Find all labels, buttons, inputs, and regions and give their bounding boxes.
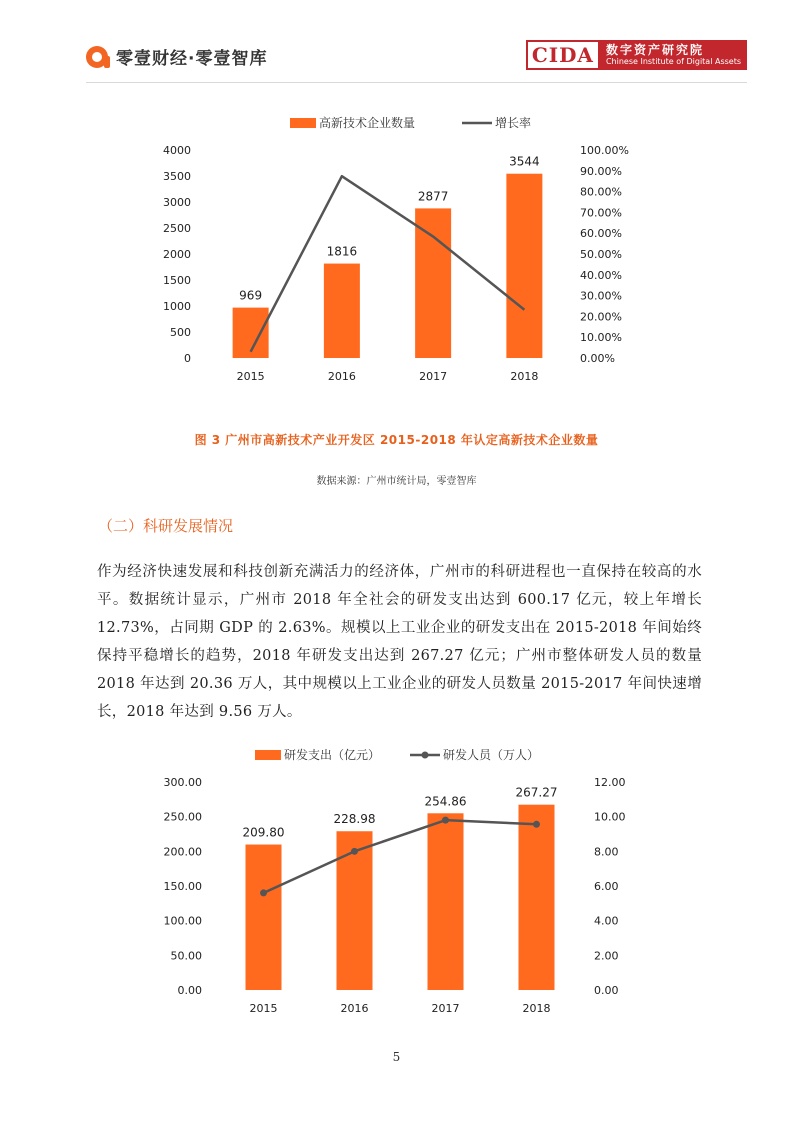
- figure-3-caption: 图 3 广州市高新技术产业开发区 2015-2018 年认定高新技术企业数量: [194, 433, 599, 447]
- bar: [519, 805, 555, 990]
- left-axis-tick: 3500: [163, 170, 191, 183]
- left-axis-tick: 50.00: [170, 949, 202, 963]
- bar-data-label: 3544: [509, 154, 540, 169]
- right-axis-tick: 10.00: [594, 810, 626, 824]
- legend-bar-label: 研发支出（亿元）: [284, 748, 381, 762]
- legend-bar-swatch: [255, 750, 281, 760]
- left-axis-tick: 2500: [163, 222, 191, 235]
- cida-logo-en: Chinese Institute of Digital Assets: [605, 57, 741, 66]
- x-axis-tick: 2017: [419, 370, 448, 383]
- line-point: [442, 817, 449, 824]
- bar-data-label: 2877: [417, 189, 449, 204]
- right-axis-tick: 6.00: [594, 880, 619, 893]
- right-axis-tick: 60.00%: [580, 227, 622, 241]
- right-axis-tick: 0.00: [594, 984, 619, 997]
- section-paragraph: 作为经济快速发展和科技创新充满活力的经济体，广州市的科研进程也一直保持在较高的水平。数据统计显示，广州市 2018 年全社会的研发支出达到 600.17 亿元，较上年增长 12.73%，占同期 GDP 的 2.63%。规模以上工业企业的研发支出在 2015-2018 年间始终保持平稳增长的趋势，2018 年研发支出达到 267.27 亿元；广州市整体研发人员的数量 2018 年达到 20.36 万人，其中规模以上工业企业的研发人员数量 2015-2017 年间快速增长，2018 年达到 9.56 万人。: [97, 564, 702, 720]
- left-axis-tick: 150.00: [163, 880, 202, 893]
- line-point: [533, 821, 540, 828]
- left-axis-tick: 3000: [163, 196, 191, 209]
- left-axis-tick: 250.00: [163, 810, 202, 824]
- left-axis-tick: 300.00: [163, 776, 202, 789]
- legend-bar-label: 高新技术企业数量: [319, 116, 416, 130]
- left-axis-tick: 100.00: [163, 914, 202, 928]
- x-axis-tick: 2017: [431, 1002, 460, 1015]
- right-axis-tick: 10.00%: [580, 331, 622, 345]
- right-axis-tick: 20.00%: [580, 310, 622, 324]
- bar-data-label: 969: [239, 288, 263, 303]
- lingyi-logo-text: 零壹财经·零壹智库: [116, 49, 268, 69]
- page-number: 5: [392, 1050, 401, 1064]
- x-axis-tick: 2016: [327, 370, 356, 383]
- right-axis-tick: 50.00%: [580, 248, 622, 261]
- x-axis-tick: 2015: [249, 1002, 278, 1015]
- line-point: [351, 848, 358, 855]
- line-point: [260, 889, 267, 896]
- bar: [337, 831, 373, 990]
- x-axis-tick: 2018: [510, 370, 539, 383]
- left-axis-tick: 500: [170, 326, 191, 339]
- left-axis-tick: 1500: [163, 274, 191, 287]
- right-axis-tick: 0.00%: [580, 352, 615, 365]
- cida-logo-mark: CIDA: [526, 40, 600, 70]
- bar: [428, 813, 464, 990]
- right-axis-tick: 8.00: [594, 845, 619, 859]
- section-heading: （二）科研发展情况: [98, 517, 234, 535]
- left-axis-tick: 4000: [163, 144, 191, 157]
- right-axis-tick: 80.00%: [580, 185, 622, 199]
- left-axis-tick: 0.00: [177, 984, 202, 997]
- bar-data-label: 254.86: [424, 794, 467, 809]
- legend-line-label: 增长率: [495, 116, 532, 130]
- x-axis-tick: 2018: [522, 1002, 551, 1015]
- bar-data-label: 267.27: [515, 785, 558, 800]
- bar-data-label: 1816: [326, 244, 358, 259]
- growth-line: [264, 820, 537, 893]
- right-axis-tick: 30.00%: [580, 289, 622, 303]
- right-axis-tick: 70.00%: [580, 206, 622, 220]
- right-axis-tick: 2.00: [594, 949, 619, 963]
- right-axis-tick: 12.00: [594, 776, 626, 789]
- bar-data-label: 228.98: [333, 812, 376, 827]
- bar: [246, 845, 282, 990]
- left-axis-tick: 2000: [163, 248, 191, 261]
- left-axis-tick: 1000: [163, 300, 191, 313]
- left-axis-tick: 200.00: [163, 845, 202, 859]
- legend-line-marker: [422, 752, 429, 759]
- right-axis-tick: 100.00%: [580, 144, 629, 157]
- legend-line-label: 研发人员（万人）: [443, 748, 540, 762]
- x-axis-tick: 2016: [340, 1002, 369, 1015]
- right-axis-tick: 4.00: [594, 914, 619, 928]
- cida-logo-cn: 数字资产研究院: [605, 43, 704, 57]
- left-axis-tick: 0: [184, 352, 191, 365]
- x-axis-tick: 2015: [236, 370, 265, 383]
- right-axis-tick: 90.00%: [580, 164, 622, 178]
- right-axis-tick: 40.00%: [580, 268, 622, 282]
- figure-3-source: 数据来源：广州市统计局，零壹智库: [316, 476, 477, 487]
- bar-data-label: 209.80: [242, 825, 285, 840]
